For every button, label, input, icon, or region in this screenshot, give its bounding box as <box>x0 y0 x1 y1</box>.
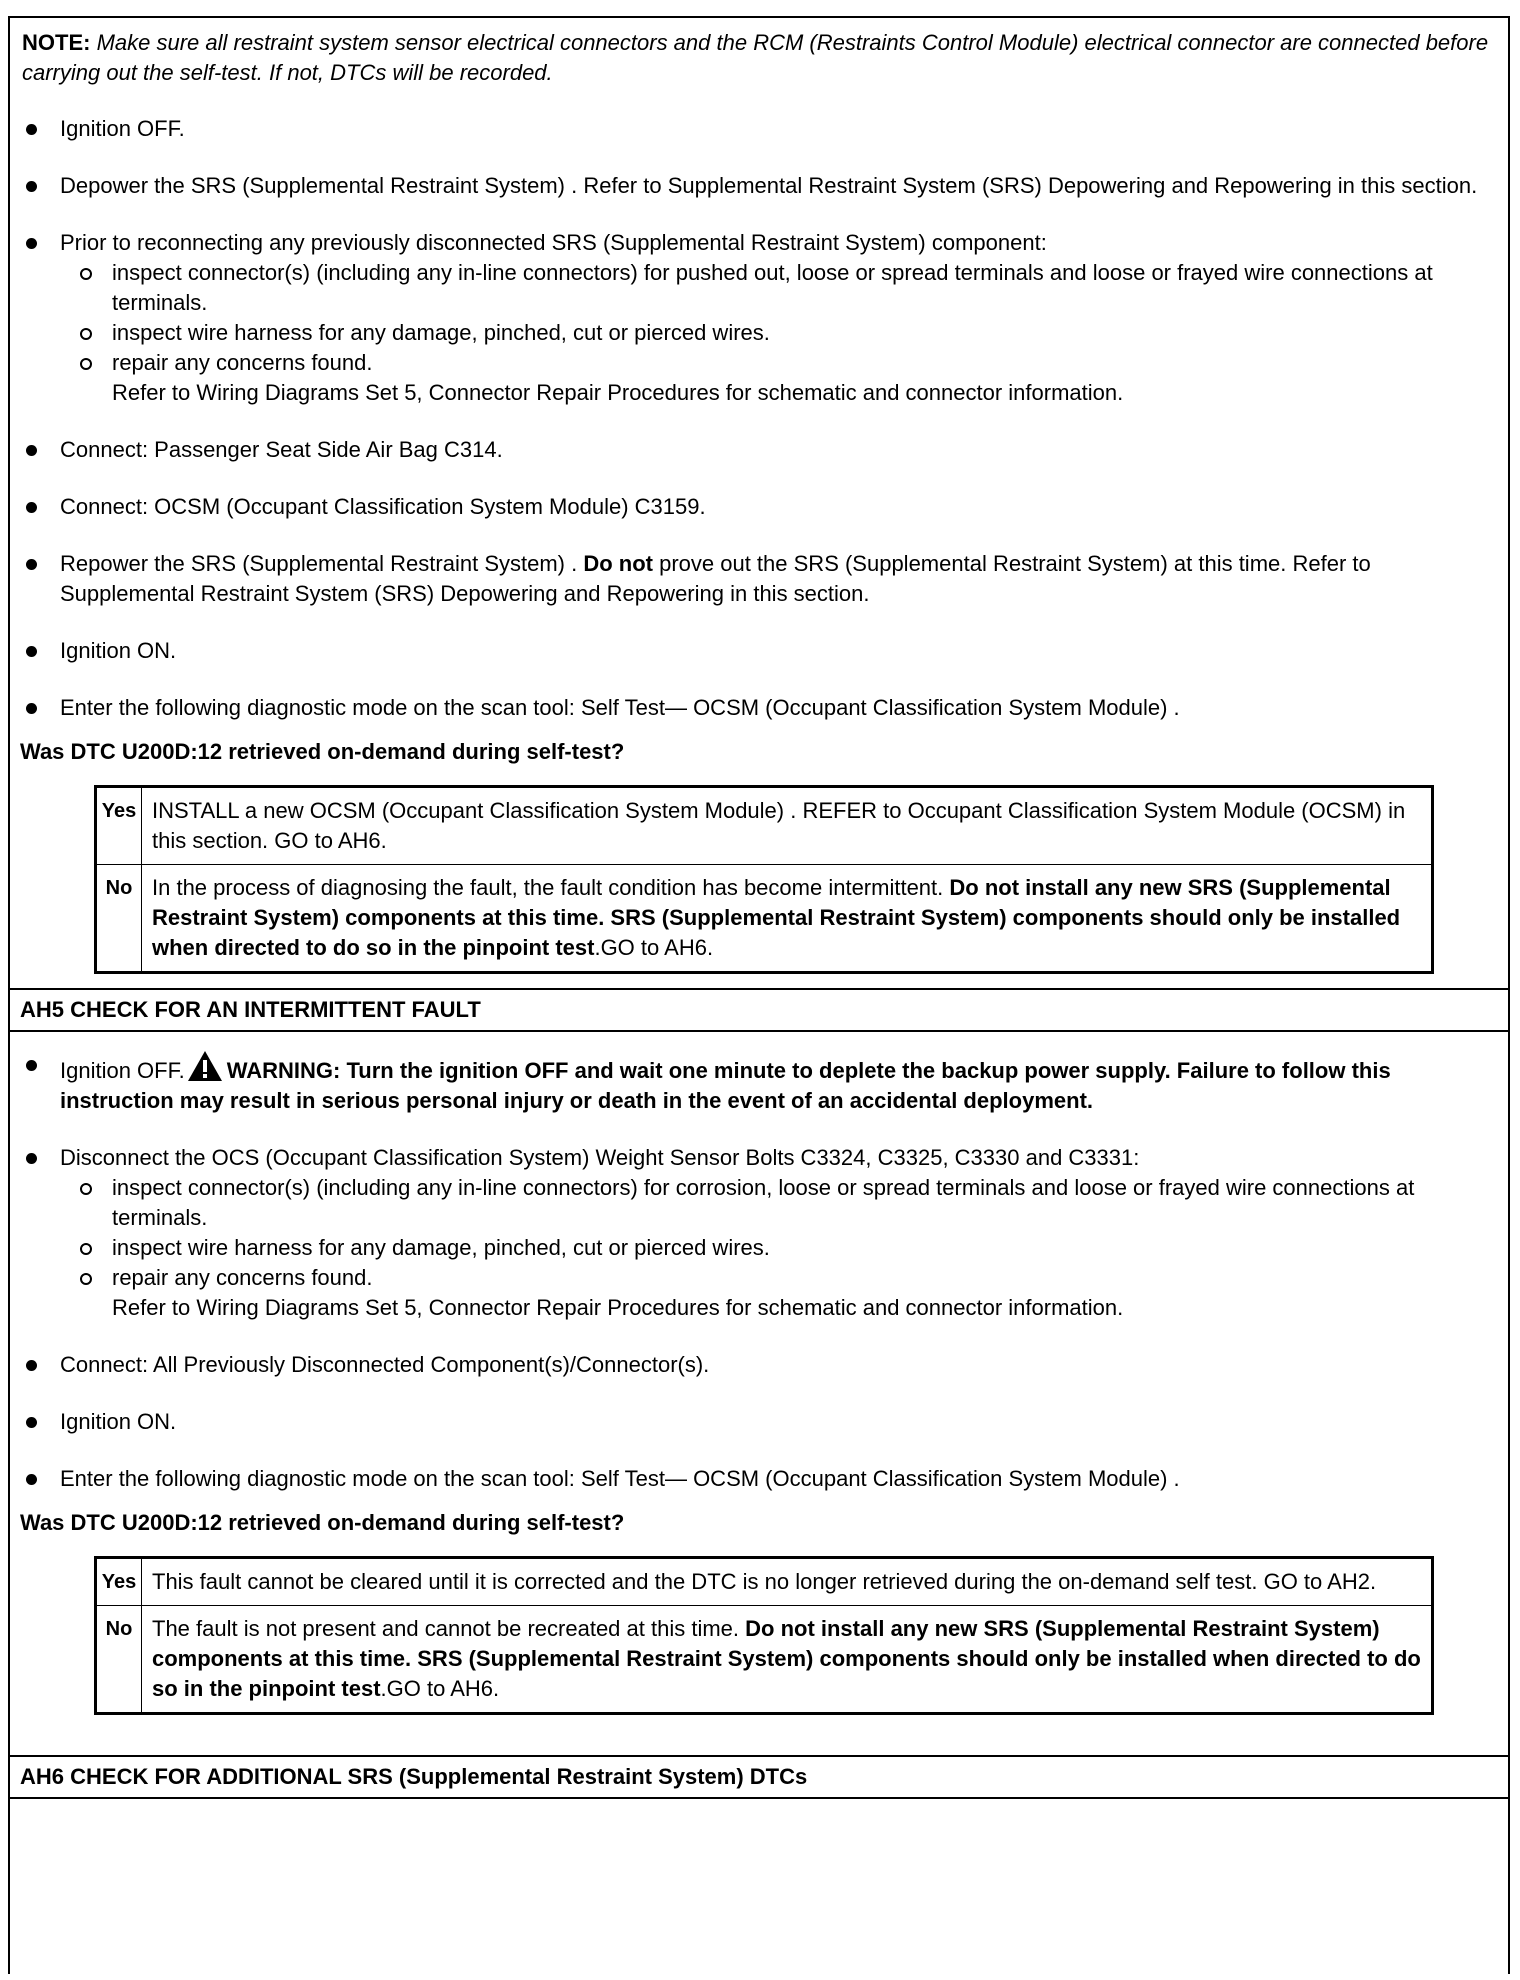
question-text: Was DTC U200D:12 retrieved on-demand during self-test? <box>20 739 625 764</box>
answer-key-yes: Yes <box>96 1558 142 1606</box>
note-block <box>10 18 1508 94</box>
bullet-icon <box>26 445 37 456</box>
bullet-icon <box>26 502 37 513</box>
step-item: Ignition ON. <box>10 1407 1508 1437</box>
note-label: NOTE: <box>22 30 91 55</box>
step-list <box>10 1050 1508 1494</box>
ring-bullet-icon <box>80 358 92 370</box>
step-item: Ignition ON. <box>10 636 1508 666</box>
answer-row-no <box>96 865 1433 973</box>
step-item: Enter the following diagnostic mode on the scan tool: Self Test— OCSM (Occupant Classification System Module) . <box>10 1464 1508 1494</box>
step-list <box>10 114 1508 723</box>
substep-item: repair any concerns found. Refer to Wiring Diagrams Set 5, Connector Repair Procedures for schematic and connector information. <box>60 1263 1490 1323</box>
bullet-icon <box>26 1153 37 1164</box>
answer-table <box>94 1556 1434 1715</box>
answer-text-no: In the process of diagnosing the fault, the fault condition has become intermittent. Do not install any new SRS (Supplemental Restraint System) components at this time. SRS (Supplemental Restraint System) components should only be installed when directed to do so in the pinpoint test.GO to AH6. <box>142 865 1433 973</box>
ring-bullet-icon <box>80 328 92 340</box>
answer-row-no <box>96 1606 1433 1714</box>
bullet-icon <box>26 646 37 657</box>
answer-key-yes: Yes <box>96 787 142 865</box>
ring-bullet-icon <box>80 268 92 280</box>
bullet-icon <box>26 559 37 570</box>
substep-note: Refer to Wiring Diagrams Set 5, Connector Repair Procedures for schematic and connector information. <box>112 380 1124 405</box>
step-item: Ignition OFF. <box>10 114 1508 144</box>
answer-row-yes <box>96 787 1433 865</box>
substep-item: inspect wire harness for any damage, pinched, cut or pierced wires. <box>60 318 1490 348</box>
answer-key-no: No <box>96 865 142 973</box>
substep-note: Refer to Wiring Diagrams Set 5, Connector Repair Procedures for schematic and connector information. <box>112 1295 1124 1320</box>
substep-list <box>60 1173 1490 1323</box>
substep-item: repair any concerns found. Refer to Wiring Diagrams Set 5, Connector Repair Procedures for schematic and connector information. <box>60 348 1490 408</box>
step-item: Connect: Passenger Seat Side Air Bag C314. <box>10 435 1508 465</box>
step-item: Prior to reconnecting any previously disconnected SRS (Supplemental Restraint System) component: inspect connector(s) (including any in-line connectors) for pushed out, loose or spread terminals and loose or frayed wire connections at terminals. inspect wire harness for any damage, pinched, cut or pierced wires. repair any concerns found. Refer to Wiring Diagrams Set 5, Connector Repair Procedures for schematic and connector information. <box>10 228 1508 408</box>
warning-icon <box>187 1050 223 1082</box>
answer-text-no: The fault is not present and cannot be recreated at this time. Do not install any new SRS (Supplemental Restraint System) components at this time. SRS (Supplemental Restraint System) components should only be installed when directed to do so in the pinpoint test.GO to AH6. <box>142 1606 1433 1714</box>
bullet-icon <box>26 181 37 192</box>
substep-item: inspect wire harness for any damage, pinched, cut or pierced wires. <box>60 1233 1490 1263</box>
answer-text-yes: This fault cannot be cleared until it is corrected and the DTC is no longer retrieved during the on-demand self test. GO to AH2. <box>152 1569 1377 1594</box>
answer-row-yes <box>96 1558 1433 1606</box>
bullet-icon <box>26 1417 37 1428</box>
answer-key-no: No <box>96 1606 142 1714</box>
bullet-icon <box>26 124 37 135</box>
bullet-icon <box>26 1360 37 1371</box>
step-item: Enter the following diagnostic mode on the scan tool: Self Test— OCSM (Occupant Classification System Module) . <box>10 693 1508 723</box>
step-item: Repower the SRS (Supplemental Restraint System) . Do not prove out the SRS (Supplemental Restraint System) at this time. Refer to Supplemental Restraint System (SRS) Depowering and Repowering in this section. <box>10 549 1508 609</box>
step-item: Connect: All Previously Disconnected Component(s)/Connector(s). <box>10 1350 1508 1380</box>
warning-text: WARNING: Turn the ignition OFF and wait one minute to deplete the backup power supply. Failure to follow this instruction may result in serious personal injury or death in the event of an accidental deployment. <box>60 1058 1391 1113</box>
bullet-icon <box>26 1060 37 1071</box>
answer-table <box>94 785 1434 974</box>
step-item: Ignition OFF. WARNING: Turn the ignition OFF and wait one minute to deplete the backup power supply. Failure to follow this instruction may result in serious personal injury or death in the event of an accidental deployment. <box>10 1050 1508 1116</box>
section-header: AH5 CHECK FOR AN INTERMITTENT FAULT <box>10 988 1508 1032</box>
ring-bullet-icon <box>80 1183 92 1195</box>
substep-list <box>60 258 1490 408</box>
bullet-icon <box>26 703 37 714</box>
answer-text-yes: INSTALL a new OCSM (Occupant Classification System Module) . REFER to Occupant Classification System Module (OCSM) in this section. GO to AH6. <box>152 798 1406 853</box>
substep-item: inspect connector(s) (including any in-line connectors) for corrosion, loose or spread terminals and loose or frayed wire connections at terminals. <box>60 1173 1490 1233</box>
step-item: Depower the SRS (Supplemental Restraint System) . Refer to Supplemental Restraint System (SRS) Depowering and Repowering in this section. <box>10 171 1508 201</box>
substep-item: inspect connector(s) (including any in-line connectors) for pushed out, loose or spread terminals and loose or frayed wire connections at terminals. <box>60 258 1490 318</box>
step-item: Disconnect the OCS (Occupant Classification System) Weight Sensor Bolts C3324, C3325, C3330 and C3331: inspect connector(s) (including any in-line connectors) for corrosion, loose or spread terminals and loose or frayed wire connections at terminals. inspect wire harness for any damage, pinched, cut or pierced wires. repair any concerns found. Refer to Wiring Diagrams Set 5, Connector Repair Procedures for schematic and connector information. <box>10 1143 1508 1323</box>
ring-bullet-icon <box>80 1273 92 1285</box>
bullet-icon <box>26 1474 37 1485</box>
procedure-page <box>8 16 1510 1974</box>
bullet-icon <box>26 238 37 249</box>
ring-bullet-icon <box>80 1243 92 1255</box>
step-item: Connect: OCSM (Occupant Classification System Module) C3159. <box>10 492 1508 522</box>
section-header: AH6 CHECK FOR ADDITIONAL SRS (Supplemental Restraint System) DTCs <box>10 1755 1508 1799</box>
question-text: Was DTC U200D:12 retrieved on-demand during self-test? <box>20 1510 625 1535</box>
note-text: Make sure all restraint system sensor electrical connectors and the RCM (Restraints Control Module) electrical connector are connected before carrying out the self-test. If not, DTCs will be recorded. <box>22 30 1489 85</box>
